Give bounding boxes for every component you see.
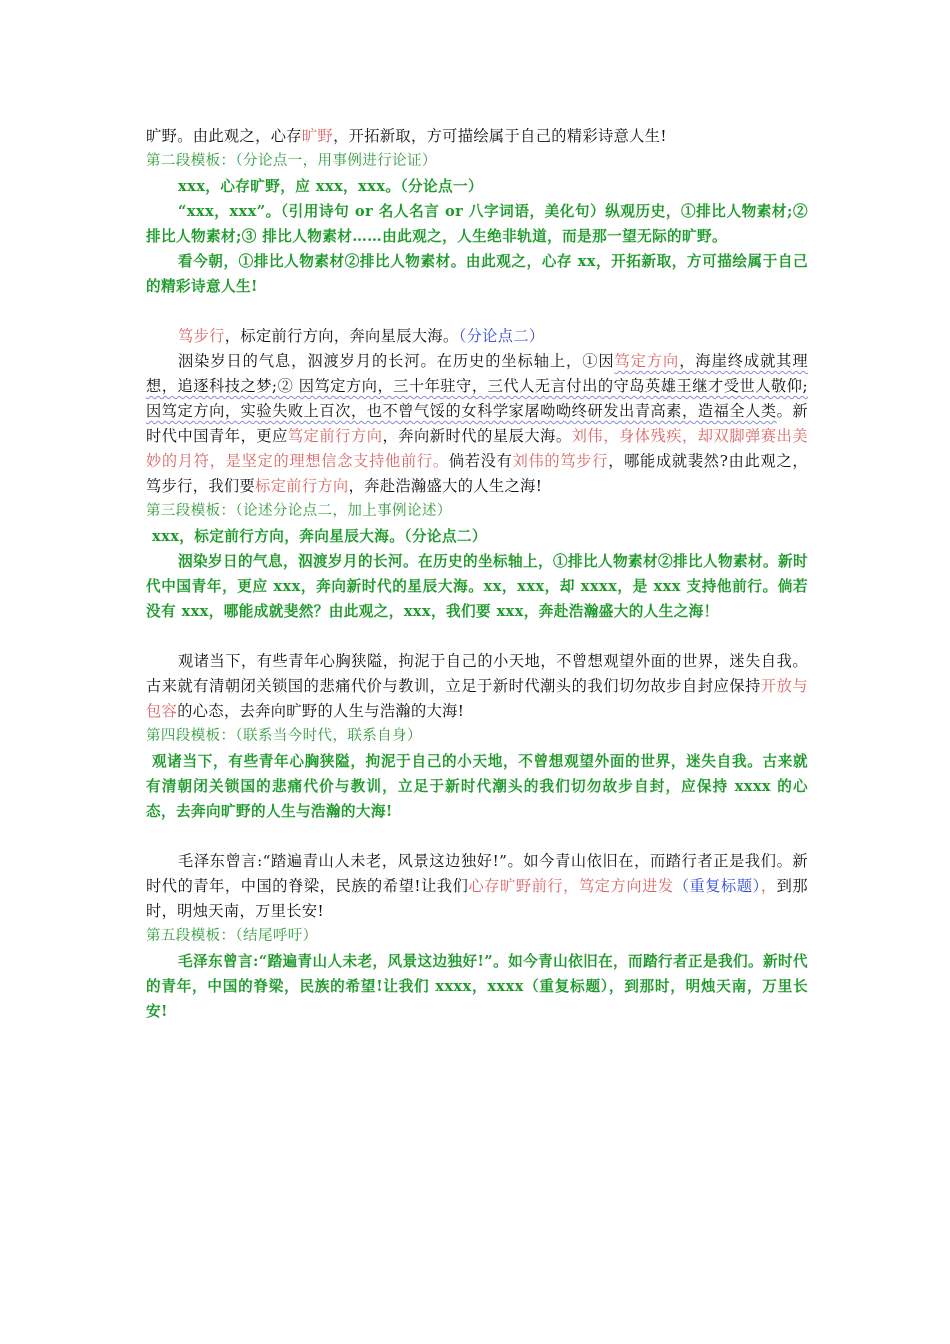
paragraph-1-ending: 旷野。由此观之，心存旷野，开拓新取，方可描绘属于自己的精彩诗意人生! — [146, 127, 667, 145]
template-label-4: 第四段模板：（联系当今时代，联系自身） — [146, 728, 422, 744]
document-page — [146, 124, 808, 1024]
template-4-body: 观诸当下，有些青年心胸狭隘，拘泥于自己的小天地，不曾想观望外面的世界，迷失自我。古来就有清朝闭关锁国的悲痛代价与教训，立足于新时代潮头的我们切勿故步自封，应保持 xxxx 的心态，去奔向旷野的人生与浩瀚的大海! — [146, 753, 808, 820]
template-label-5: 第五段模板：（结尾呼吁） — [146, 928, 318, 944]
template-2-body: “xxx，xxx”。（引用诗句 or 名人名言 or 八字词语，美化句）纵观历史，①排比人物素材;② 排比人物素材;③ 排比人物素材……由此观之，人生绝非轨道，而是那一望无际的旷野。 — [146, 203, 808, 245]
template-label-2: 第二段模板：（分论点一，用事例进行论证） — [146, 153, 437, 169]
template-2-conclusion: 看今朝，①排比人物素材②排比人物素材。由此观之，心存 xx，开拓新取，方可描绘属于自己的精彩诗意人生! — [146, 253, 808, 295]
highlight-keyword: 旷野 — [301, 127, 334, 145]
template-3-thesis: xxx，标定前行方向，奔向星辰大海。（分论点二） — [152, 528, 487, 545]
paragraph-3-heading: 笃步行，标定前行方向，奔向星辰大海。（分论点二） — [178, 327, 545, 345]
template-label-3: 第三段模板：（论述分论点二，加上事例论述） — [146, 503, 452, 519]
template-5-body: 毛泽东曾言:“踏遍青山人未老，风景这边独好!”。如今青山依旧在，而踏行者正是我们。新时代的青年，中国的脊梁，民族的希望!让我们 xxxx，xxxx（重复标题），到那时，明烛天南，万里长安! — [146, 953, 808, 1020]
template-2-thesis: xxx，心存旷野，应 xxx，xxx。（分论点一） — [178, 178, 483, 195]
paragraph-4-body: 观诸当下，有些青年心胸狭隘，拘泥于自己的小天地，不曾想观望外面的世界，迷失自我。古来就有清朝闭关锁国的悲痛代价与教训，立足于新时代潮头的我们切勿故步自封应保持开放与包容的心态，去奔向旷野的人生与浩瀚的大海! — [146, 652, 808, 720]
paragraph-3-body: 洇染岁日的气息，泅渡岁月的长河。在历史的坐标轴上，①因笃定方向，海崖终成就其理想，追逐科技之梦;② 因笃定方向，三十年驻守，三代人无言付出的守岛英雄王继才受世人敬仰;因笃定方向，实验失败上百次，也不曾气馁的女科学家屠呦呦终研发出青高素，造福全人类。新时代中国青年，更应笃定前行方向，奔向新时代的星辰大海。刘伟，身体残疾，却双脚弹赛出美妙的月符，是坚定的理想信念支持他前行。倘若没有刘伟的笃步行，哪能成就裴然?由此观之，笃步行，我们要标定前行方向，奔赴浩瀚盛大的人生之海! — [146, 352, 808, 495]
template-3-body: 洇染岁日的气息，泅渡岁月的长河。在历史的坐标轴上，①排比人物素材②排比人物素材。新时代中国青年，更应 xxx，奔向新时代的星辰大海。xx，xxx，却 xxxx，是 xxx 支持他前行。倘若没有 xxx，哪能成就斐然？由此观之，xxx，我们要 xxx，奔赴浩瀚盛大的人生之海！ — [146, 553, 808, 620]
paragraph-5-body: 毛泽东曾言:“踏遍青山人未老，风景这边独好!”。如今青山依旧在，而踏行者正是我们。新时代的青年，中国的脊梁，民族的希望!让我们心存旷野前行，笃定方向进发（重复标题），到那时，明烛天南，万里长安! — [146, 852, 808, 920]
